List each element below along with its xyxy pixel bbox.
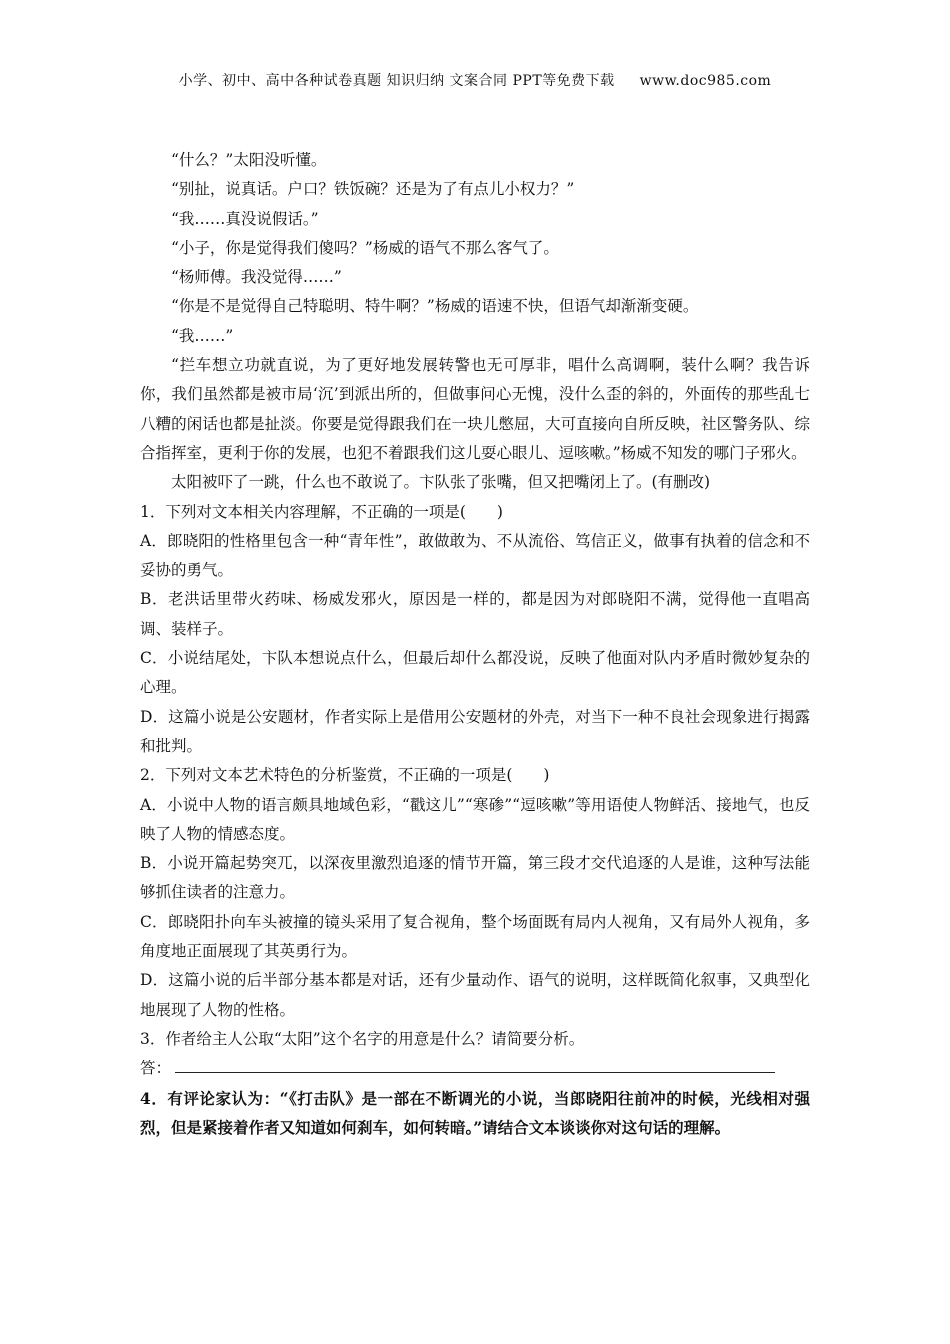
answer-label: 答：	[140, 1059, 172, 1078]
question-1-option-b: B．老洪话里带火药味、杨威发邪火，原因是一样的，都是因为对郎晓阳不满，觉得他一直唱高调、装样子。	[140, 590, 810, 638]
answer-line[interactable]	[175, 1054, 775, 1073]
question-2-option-b: B．小说开篇起势突兀，以深夜里激烈追逐的情节开篇，第三段才交代追逐的人是谁，这种写法能够抓住读者的注意力。	[140, 854, 810, 902]
story-paragraph: “别扯，说真话。户口？铁饭碗？还是为了有点儿小权力？”	[171, 180, 575, 199]
page-header	[0, 70, 950, 90]
story-paragraph: “小子，你是觉得我们傻吗？”杨威的语气不那么客气了。	[171, 238, 559, 257]
question-1-option-d: D．这篇小说是公安题材，作者实际上是借用公安题材的外壳，对当下一种不良社会现象进行揭露和批判。	[140, 707, 810, 755]
question-2-option-a: A．小说中人物的语言颇具地域色彩，“戳这儿”“寒碜”“逗咳嗽”等用语使人物鲜活、接地气，也反映了人物的情感态度。	[140, 795, 810, 843]
question-1-stem: 1．下列对文本相关内容理解，不正确的一项是( )	[140, 502, 503, 521]
story-paragraph: “我……真没说假话。”	[171, 209, 319, 228]
question-3-stem: 3．作者给主人公取“太阳”这个名字的用意是什么？请简要分析。	[140, 1029, 585, 1048]
story-paragraph: “我……”	[171, 326, 234, 345]
question-2-option-c: C．郎晓阳扑向车头被撞的镜头采用了复合视角，整个场面既有局内人视角，又有局外人视角，多角度地正面展现了其英勇行为。	[140, 912, 810, 961]
header-site: www.doc985.com	[639, 73, 772, 89]
question-3-answer-row	[140, 1054, 810, 1083]
question-2-option-d: D．这篇小说的后半部分基本都是对话，还有少量动作、语气的说明，这样既简化叙事，又典型化地展现了人物的性格。	[140, 971, 810, 1019]
story-paragraph: “你是不是觉得自己特聪明、特牛啊？”杨威的语速不快，但语气却渐渐变硬。	[171, 297, 699, 316]
question-4-stem: 4．有评论家认为：“《打击队》是一部在不断调光的小说，当郎晓阳往前冲的时候，光线相对强烈，但是紧接着作者又知道如何刹车，如何转暗。”请结合文本谈谈你对这句话的理解。	[140, 1088, 810, 1137]
document-body	[140, 146, 810, 1142]
story-paragraph: “什么？”太阳没听懂。	[171, 151, 327, 169]
question-1-option-a: A．郎晓阳的性格里包含一种“青年性”，敢做敢为、不从流俗、笃信正义，做事有执着的信念和不妥协的勇气。	[140, 531, 810, 580]
story-paragraph: 太阳被吓了一跳，什么也不敢说了。卞队张了张嘴，但又把嘴闭上了。(有删改)	[171, 473, 711, 492]
question-2-stem: 2．下列对文本艺术特色的分析鉴赏，不正确的一项是( )	[140, 766, 550, 785]
story-paragraph: “拦车想立功就直说，为了更好地发展转警也无可厚非，唱什么高调啊，装什么啊？我告诉你，我们虽然都是被市局‘沉’到派出所的，但做事问心无愧，没什么歪的斜的，外面传的那些乱七八糟的闲话也都是扯淡。你要是觉得跟我们在一块儿憋屈，大可直接向自所反映，社区警务队、综合指挥室，更利于你的发展，也犯不着跟我们这儿耍心眼儿、逗咳嗽。”杨威不知发的哪门子邪火。	[140, 356, 810, 462]
question-1-option-c: C．小说结尾处，卞队本想说点什么，但最后却什么都没说，反映了他面对队内矛盾时微妙复杂的心理。	[140, 649, 810, 697]
story-paragraph: “杨师傅。我没觉得……”	[171, 268, 342, 287]
header-text: 小学、初中、高中各种试卷真题 知识归纳 文案合同 PPT等免费下载	[178, 73, 615, 89]
